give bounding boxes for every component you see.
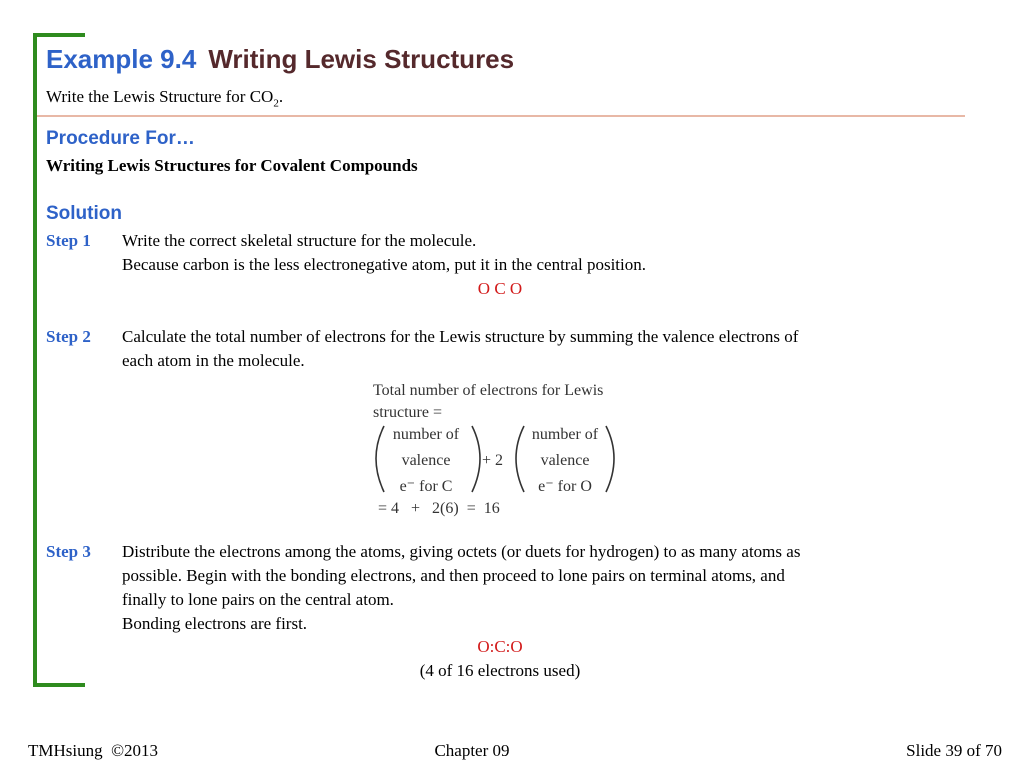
footer-copyright: TMHsiung ©2013: [28, 741, 159, 760]
subtitle-subscript: 2: [273, 97, 279, 110]
frame-bracket-vertical: [33, 33, 37, 687]
formula-line1: Total number of electrons for Lewis: [373, 382, 604, 399]
right-mid: valence: [540, 452, 590, 469]
slide-title: [46, 44, 514, 75]
step1-skeletal-structure: O C O: [477, 279, 523, 298]
step3-electrons-note: (4 of 16 electrons used): [419, 661, 581, 680]
footer-chapter: Chapter 09: [434, 741, 510, 760]
step3-line2: possible. Begin with the bonding electrons, and then proceed to lone pairs on terminal atoms, and: [122, 566, 785, 585]
subtitle-text: Write the Lewis Structure for CO: [46, 87, 274, 106]
step1-label: Step 1: [46, 231, 91, 250]
step3-line3: finally to lone pairs on the central atom.: [122, 590, 394, 609]
title-example-number: Example 9.4: [46, 44, 197, 74]
formula-result: = 4 + 2(6) = 16: [378, 500, 500, 517]
left-paren-open: [376, 426, 384, 492]
procedure-heading: Procedure For…: [46, 128, 195, 149]
step3-bonding-structure: O:C:O: [477, 637, 523, 656]
step1-line2: Because carbon is the less electronegative atom, put it in the central position.: [122, 255, 647, 274]
left-bot: e⁻ for C: [399, 478, 453, 495]
frame-bracket-bottom: [33, 683, 85, 687]
step2-label: Step 2: [46, 327, 91, 346]
formula-operator: + 2: [482, 452, 504, 469]
formula-line2: structure =: [373, 404, 442, 421]
frame-bracket-top: [33, 33, 85, 37]
step3-line1: Distribute the electrons among the atoms, giving octets (or duets for hydrogen) to as many atoms as: [122, 542, 801, 561]
right-paren-close: [606, 426, 614, 492]
step1-line1: Write the correct skeletal structure for the molecule.: [122, 231, 477, 250]
right-bot: e⁻ for O: [538, 478, 592, 495]
left-mid: valence: [401, 452, 451, 469]
solution-heading: Solution: [46, 203, 122, 224]
step2-line1: Calculate the total number of electrons for the Lewis structure by summing the valence electrons of: [122, 327, 799, 346]
step2-line2: each atom in the molecule.: [122, 351, 305, 370]
right-paren-open: [516, 426, 524, 492]
footer-slide-number: Slide 39 of 70: [906, 741, 1002, 760]
title-main-text: Writing Lewis Structures: [208, 44, 515, 74]
subtitle-suffix: .: [278, 87, 284, 106]
title-divider: [37, 115, 965, 117]
left-top: number of: [392, 426, 460, 443]
right-top: number of: [531, 426, 599, 443]
step3-line4: Bonding electrons are first.: [122, 614, 308, 633]
slide-subtitle: [46, 87, 283, 109]
left-paren-close: [472, 426, 480, 492]
step3-label: Step 3: [46, 542, 91, 561]
electron-count-formula: [360, 376, 660, 526]
procedure-subheading: Writing Lewis Structures for Covalent Compounds: [46, 156, 418, 175]
